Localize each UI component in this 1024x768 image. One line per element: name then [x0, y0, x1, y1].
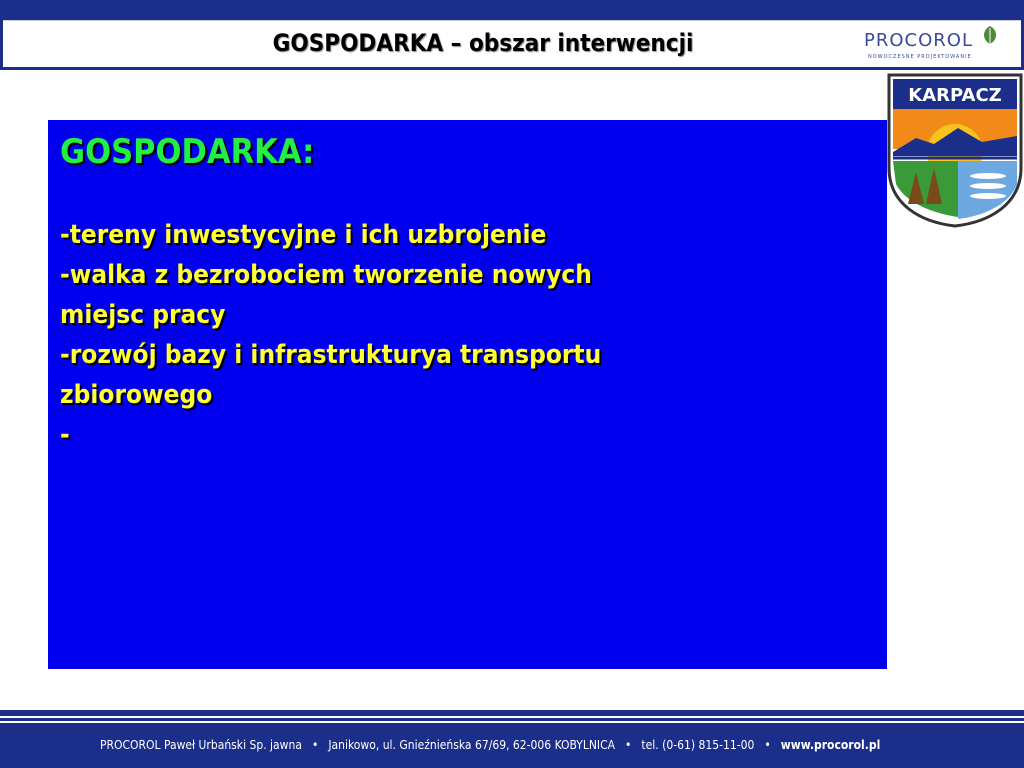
bullet-line: -tereny inwestycyjne i ich uzbrojenie	[60, 220, 547, 250]
bullet-separator: •	[764, 738, 771, 752]
bullet-line: -	[60, 420, 70, 450]
footer-address: Janikowo, ul. Gnieźnieńska 67/69, 62-006 KOBYLNICA	[328, 738, 616, 752]
coat-label: KARPACZ	[908, 85, 1002, 106]
procorol-logo	[864, 24, 1006, 64]
bullet-line: miejsc pracy	[60, 300, 226, 330]
bullet-line: zbiorowego	[60, 380, 213, 410]
content-panel	[48, 120, 887, 669]
karpacz-coat-of-arms-icon	[886, 72, 1024, 228]
content-heading: GOSPODARKA:	[60, 132, 315, 172]
slide-title: GOSPODARKA – obszar interwencji	[272, 29, 694, 57]
logo-text: PROCOROL	[864, 30, 973, 51]
leaf-icon	[978, 24, 1002, 46]
footer-company: PROCOROL Paweł Urbański Sp. jawna	[100, 738, 302, 752]
bullet-line: -rozwój bazy i infrastrukturya transportu	[60, 340, 602, 370]
bullet-separator: •	[625, 738, 632, 752]
bullet-line: -walka z bezrobociem tworzenie nowych	[60, 260, 592, 290]
footer-website[interactable]: www.procorol.pl	[780, 738, 881, 752]
bullet-separator: •	[311, 738, 319, 752]
footer	[0, 723, 1024, 768]
footer-stripe	[0, 718, 1024, 721]
footer-text	[100, 738, 880, 752]
footer-phone: tel. (0-61) 815-11-00	[641, 738, 755, 752]
footer-stripe	[0, 710, 1024, 716]
logo-tagline: NOWOCZESNE PROJEKTOWANIE	[868, 54, 972, 60]
